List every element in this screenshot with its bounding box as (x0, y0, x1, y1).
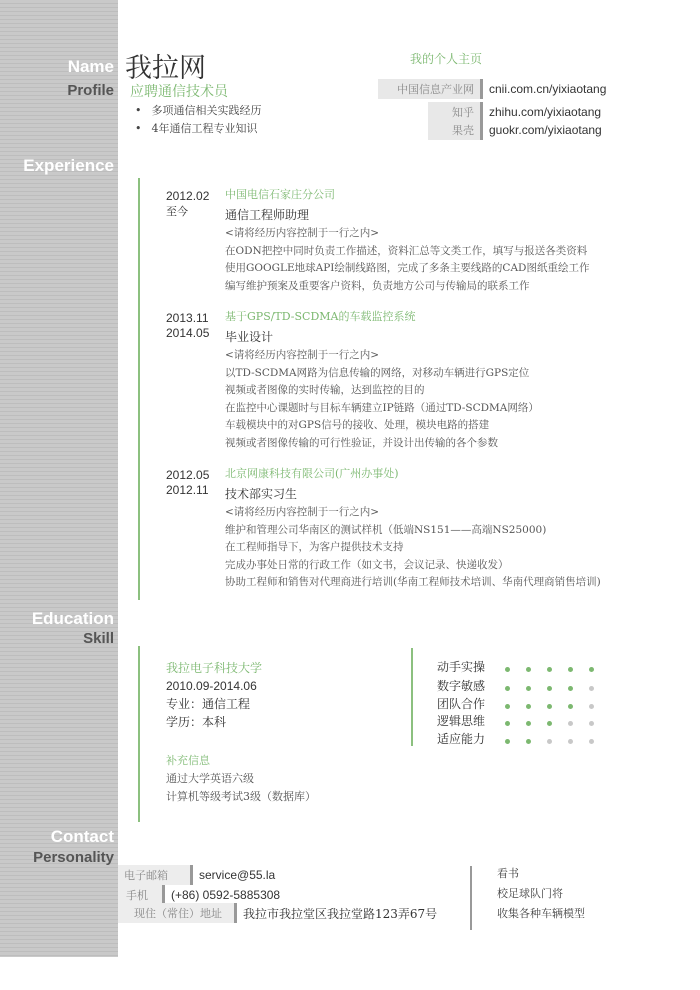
education-degree: 学历：本科 (166, 715, 227, 729)
profile-highlight: • 4年通信工程专业知识 (135, 120, 262, 138)
skill-row (437, 711, 610, 729)
link-divider (480, 102, 483, 122)
rating-dot-filled (568, 686, 573, 691)
skill-name: 逻辑思维 (437, 713, 486, 728)
rating-dot-filled (505, 667, 510, 672)
skill-name: 数字敏感 (437, 678, 486, 693)
rating-dot-filled (505, 739, 510, 744)
detail-line: 维护和管理公司华南区的测试样机（低端NS151——高端NS25000) (225, 523, 547, 536)
experience-organization: 基于GPS/TD-SCDMA的车载监控系统 (225, 310, 416, 323)
rating-dot-empty (589, 739, 594, 744)
skill-name: 适应能力 (437, 731, 486, 746)
rating-dot-filled (526, 721, 531, 726)
section-label-personality: Personality (33, 849, 114, 866)
section-label-experience: Experience (23, 156, 114, 175)
hobby-item: 收集各种车辆模型 (497, 907, 585, 920)
experience-details (225, 504, 695, 592)
detail-line: 协助工程师和销售对代理商进行培训(华南工程师技术培训、华南代理商销售培训) (225, 576, 601, 588)
supplementary-title: 补充信息 (166, 754, 210, 767)
rating-dot-empty (589, 704, 594, 709)
section-label-profile: Profile (67, 82, 114, 99)
link-label: 果壳 (428, 120, 480, 140)
skill-row (437, 657, 610, 675)
skill-name: 动手实操 (437, 659, 486, 674)
link-divider (480, 120, 483, 140)
experience-organization: 北京网康科技有限公司(广州办事处) (225, 467, 399, 480)
link-url[interactable]: zhihu.com/yixiaotang (489, 105, 602, 119)
hobby-item: 看书 (497, 867, 519, 880)
experience-start-date: 2013.11 (166, 311, 209, 325)
experience-role: 技术部实习生 (225, 487, 298, 501)
detail-line: 使用GOOGLE地球API绘制线路图，完成了多条主要线路的CAD图纸重绘工作 (225, 262, 590, 274)
homepage-title: 我的个人主页 (410, 52, 483, 66)
skill-rating (505, 729, 610, 748)
contact-value[interactable]: (+86) 0592-5885308 (171, 888, 281, 902)
rating-dot-filled (505, 721, 510, 726)
detail-line: 视频或者图像的实时传输，达到监控的目的 (225, 384, 425, 396)
skill-rating (505, 657, 610, 676)
experience-item (166, 467, 601, 588)
experience-details (225, 347, 695, 452)
rating-dot-filled (547, 667, 552, 672)
contact-divider (162, 885, 165, 905)
experience-role: 毕业设计 (225, 330, 274, 344)
experience-body (225, 466, 695, 592)
link-url[interactable]: cnii.com.cn/yixiaotang (489, 82, 607, 96)
rating-dot-filled (547, 721, 552, 726)
skill-rating (505, 711, 610, 730)
supplementary-item: 通过大学英语六级 (166, 772, 254, 785)
link-url[interactable]: guokr.com/yixiaotang (489, 123, 602, 137)
contact-label: 手机 (118, 885, 162, 905)
rating-dot-filled (526, 667, 531, 672)
rating-dot-filled (589, 667, 594, 672)
detail-line: 在工程师指导下，为客户提供技术支持 (225, 541, 404, 553)
rating-dot-empty (547, 739, 552, 744)
rating-dot-filled (568, 667, 573, 672)
experience-body (225, 309, 695, 452)
section-label-skill: Skill (83, 630, 114, 647)
rating-dot-filled (547, 686, 552, 691)
homepage-link-cnii[interactable] (378, 79, 606, 99)
hobby-item: 校足球队门将 (497, 887, 563, 900)
link-label: 中国信息产业网 (378, 79, 480, 99)
education-major: 专业：通信工程 (166, 697, 251, 711)
rating-dot-filled (547, 704, 552, 709)
detail-line: 视频或者图像传输的可行性验证，并设计出传输的各个参数 (225, 436, 498, 449)
rating-dot-filled (526, 704, 531, 709)
rating-dot-filled (505, 704, 510, 709)
experience-organization: 中国电信石家庄分公司 (225, 188, 335, 201)
experience-end-date: 至今 (166, 205, 188, 218)
rating-dot-filled (505, 686, 510, 691)
experience-end-date: 2014.05 (166, 326, 210, 340)
section-label-education: Education (31, 609, 114, 628)
experience-timeline-line (138, 178, 140, 600)
experience-item (166, 188, 590, 292)
contact-divider (190, 865, 193, 885)
contact-value[interactable]: service@55.la (199, 868, 276, 882)
profile-highlights (135, 102, 262, 138)
candidate-name: 我拉网 (125, 53, 206, 84)
detail-line: <请将经历内容控制于一行之内> (225, 227, 380, 239)
contact-divider (234, 903, 237, 923)
experience-role: 通信工程师助理 (225, 208, 310, 222)
skill-rating (505, 676, 610, 695)
rating-dot-empty (589, 686, 594, 691)
contact-email (118, 865, 275, 885)
skill-row (437, 729, 610, 747)
detail-line: <请将经历内容控制于一行之内> (225, 506, 380, 518)
education-period: 2010.09-2014.06 (166, 679, 257, 693)
detail-line: 车载模块中的对GPS信号的接收、处理，模块电路的搭建 (225, 419, 490, 431)
job-objective: 应聘通信技术员 (130, 84, 228, 100)
detail-line: 编写维护预案及重要客户资料，负责地方公司与传输局的联系工作 (225, 279, 530, 292)
profile-highlight: • 多项通信相关实践经历 (135, 102, 262, 120)
supplementary-item: 计算机等级考试3级（数据库） (166, 790, 316, 803)
skill-name: 团队合作 (437, 696, 486, 711)
contact-label: 电子邮箱 (118, 865, 190, 885)
sidebar (0, 0, 118, 957)
school-name: 我拉电子科技大学 (166, 661, 263, 675)
personality-divider (470, 866, 472, 930)
skill-row (437, 694, 610, 712)
experience-details (225, 225, 695, 295)
link-divider (480, 79, 483, 99)
homepage-link-zhihu[interactable] (378, 102, 601, 122)
experience-start-date: 2012.02 (166, 189, 210, 203)
rating-dot-filled (568, 704, 573, 709)
experience-end-date: 2012.11 (166, 483, 209, 497)
rating-dot-empty (589, 721, 594, 726)
experience-item (166, 310, 539, 449)
rating-dot-empty (568, 721, 573, 726)
skills-divider-line (411, 648, 413, 746)
section-label-name: Name (67, 57, 114, 76)
link-label: 知乎 (428, 102, 480, 122)
detail-line: 完成办事处日常的行政工作（如文书，会议记录、快递收发） (225, 558, 509, 571)
rating-dot-empty (568, 739, 573, 744)
contact-address (118, 903, 437, 923)
rating-dot-filled (526, 739, 531, 744)
detail-line: 在监控中心课题时与目标车辆建立IP链路（通过TD-SCDMA网络） (225, 401, 539, 414)
education-timeline-line (138, 646, 140, 822)
contact-label: 现住（常住）地址 (118, 903, 234, 923)
experience-body (225, 187, 695, 295)
hobby-list (497, 864, 585, 924)
homepage-link-guokr[interactable] (378, 120, 602, 140)
education-block (166, 659, 316, 806)
skill-row (437, 676, 610, 694)
contact-value: 我拉市我拉堂区我拉堂路123弄67号 (243, 906, 438, 921)
experience-start-date: 2012.05 (166, 468, 210, 482)
contact-phone (118, 885, 280, 905)
section-label-contact: Contact (50, 827, 114, 846)
detail-line: 以TD-SCDMA网路为信息传输的网络，对移动车辆进行GPS定位 (225, 366, 530, 379)
detail-line: <请将经历内容控制于一行之内> (225, 349, 380, 361)
detail-line: 在ODN把控中同时负责工作描述，资料汇总等文类工作，填写与报送各类资料 (225, 244, 588, 257)
rating-dot-filled (526, 686, 531, 691)
